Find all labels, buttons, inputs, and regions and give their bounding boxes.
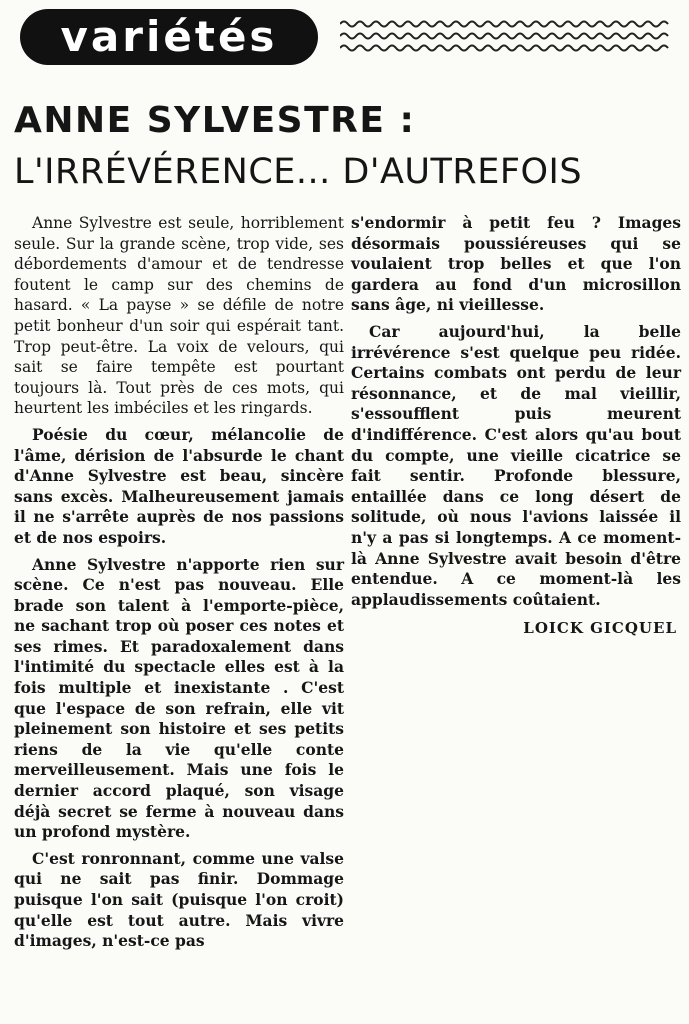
wavy-rule-ornament bbox=[340, 16, 670, 56]
article-paragraph: C'est ronronnant, comme une valse qui ne sait pas finir. Dommage puisque l'on sait (puisque l'on croit) qu'elle est tout autre. Mais vivre d'images, n'est-ce pas bbox=[14, 848, 344, 951]
article-paragraph: s'endormir à petit feu ? Images désormais poussiéreuses qui se voulaient trop belles et que l'on gardera au fond d'un microsillon sans âge, ni vieillesse. bbox=[351, 213, 681, 315]
rubric-label: variétés bbox=[60, 12, 278, 61]
article-column-right bbox=[351, 213, 681, 639]
article-paragraph: Anne Sylvestre n'apporte rien sur scène. Ce n'est pas nouveau. Elle brade son talent à l'emporte-pièce, ne sachant trop où poser ces notes et ses rimes. Et paradoxalement dans l'intimité du spectacle elles est à la fois multiple et inexistante . C'est que l'espace de son refrain, elle vit pleinement son histoire et ses petits riens de la vie qu'elle conte merveilleusement. Mais une fois le dernier accord plaqué, son visage déjà secret se ferme à nouveau dans un profond mystère. bbox=[14, 554, 344, 842]
headline-subtitle: L'IRRÉVÉRENCE... D'AUTREFOIS bbox=[14, 152, 583, 192]
article-paragraph: Anne Sylvestre est seule, horriblement seule. Sur la grande scène, trop vide, ses débordements d'amour et de tendresse foutent le camp sur des chemins de hasard. « La payse » se défile de notre petit bonheur d'un soir qui espérait tant. Trop peut-être. La voix de velours, qui sait se faire tempête est pourtant toujours là. Tout près de ces mots, qui heurtent les imbéciles et les ringards. bbox=[14, 214, 344, 418]
article-column-left bbox=[14, 213, 344, 958]
author-signature: LOICK GICQUEL bbox=[523, 619, 677, 638]
headline-name: ANNE SYLVESTRE : bbox=[14, 100, 416, 141]
rubric-banner bbox=[20, 9, 318, 65]
article-paragraph: Poésie du cœur, mélancolie de l'âme, dérision de l'absurde le chant d'Anne Sylvestre est beau, sincère sans excès. Malheureusement jamais il ne s'arrête auprès de nos passions et de nos espoirs. bbox=[14, 424, 344, 547]
article-paragraph: Car aujourd'hui, la belle irrévérence s'est quelque peu ridée. Certains combats ont perdu de leur résonnance, et de mal vieillir, s'essoufflent puis meurent d'indifférence. C'est alors qu'au bout du compte, une vieille cicatrice se fait sentir. Profonde blessure, entaillée dans ce long désert de solitude, où nous l'avions laissée il n'y a pas si longtemps. A ce moment-là Anne Sylvestre avait besoin d'être entendue. A ce moment-là les applaudissements coûtaient. bbox=[351, 321, 681, 609]
